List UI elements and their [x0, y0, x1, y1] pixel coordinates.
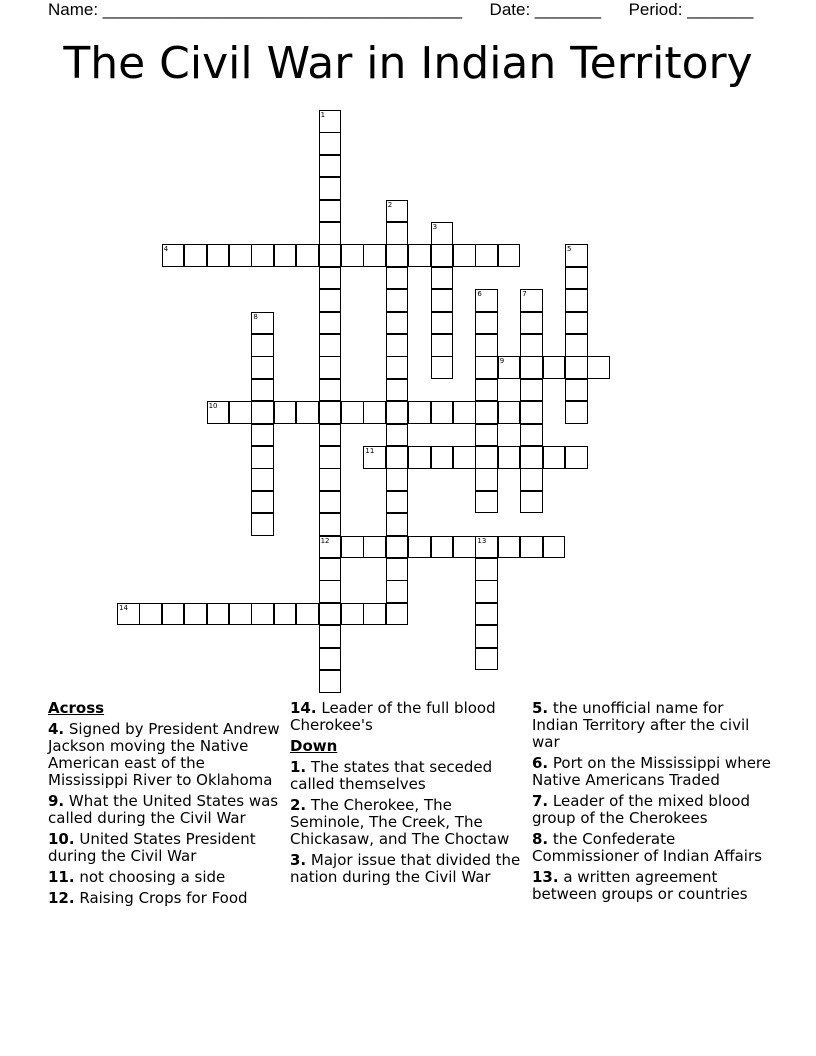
crossword-cell[interactable]	[431, 446, 454, 469]
crossword-cell[interactable]	[520, 491, 543, 514]
crossword-cell[interactable]	[319, 155, 342, 178]
crossword-cell[interactable]	[296, 244, 319, 267]
crossword-cell[interactable]	[520, 424, 543, 447]
crossword-cell[interactable]	[520, 312, 543, 335]
clue-text: Major issue that divided the nation during the Civil War	[290, 851, 521, 886]
clue-text: the unofficial name for Indian Territory after the civil war	[532, 699, 750, 751]
crossword-cell[interactable]	[251, 491, 274, 514]
clue-number-label: 7	[522, 290, 527, 299]
crossword-cell[interactable]	[319, 244, 342, 267]
clue-down-13	[532, 869, 772, 903]
clue-text: The states that seceded called themselves	[290, 758, 493, 793]
crossword-cell[interactable]	[386, 536, 409, 559]
clue-number: 3.	[290, 851, 307, 869]
clue-text: Leader of the full blood Cherokee's	[290, 699, 496, 734]
period-field-label: Period: _______	[628, 0, 754, 19]
crossword-cell[interactable]	[162, 603, 185, 626]
crossword-cell[interactable]	[251, 356, 274, 379]
clue-number: 11.	[48, 868, 75, 886]
crossword-cell[interactable]	[520, 446, 543, 469]
crossword-cell[interactable]	[543, 446, 566, 469]
clues-column-1	[48, 700, 280, 911]
clues-column-2	[290, 700, 522, 890]
crossword-cell[interactable]	[319, 648, 342, 671]
crossword-cell[interactable]	[319, 401, 342, 424]
crossword-cell[interactable]	[319, 289, 342, 312]
crossword-cell[interactable]	[520, 401, 543, 424]
crossword-cell[interactable]	[498, 401, 521, 424]
clue-text: Raising Crops for Food	[74, 889, 248, 907]
clue-text: United States President during the Civil War	[48, 830, 256, 865]
crossword-cell[interactable]	[319, 334, 342, 357]
crossword-cell[interactable]	[475, 491, 498, 514]
clue-number: 5.	[532, 699, 549, 717]
clue-number: 9.	[48, 792, 65, 810]
clue-down-8	[532, 831, 772, 865]
crossword-cell[interactable]	[475, 334, 498, 357]
crossword-cell[interactable]	[431, 289, 454, 312]
crossword-cell[interactable]	[386, 379, 409, 402]
crossword-cell[interactable]	[498, 446, 521, 469]
crossword-cell[interactable]	[251, 468, 274, 491]
crossword-cell[interactable]	[319, 513, 342, 536]
crossword-cell[interactable]	[475, 468, 498, 491]
crossword-cell[interactable]	[296, 401, 319, 424]
crossword-cell[interactable]	[386, 222, 409, 245]
clue-number: 14.	[290, 699, 317, 717]
crossword-cell[interactable]	[251, 603, 274, 626]
crossword-cell[interactable]	[207, 244, 230, 267]
clue-number: 12.	[48, 889, 75, 907]
crossword-cell[interactable]	[319, 424, 342, 447]
crossword-cell[interactable]	[251, 334, 274, 357]
clue-number: 7.	[532, 792, 549, 810]
crossword-cell[interactable]	[565, 356, 588, 379]
crossword-cell[interactable]	[565, 446, 588, 469]
clue-down-3	[290, 852, 522, 886]
crossword-cell[interactable]	[386, 558, 409, 581]
clue-down-7	[532, 793, 772, 827]
crossword-cell[interactable]	[408, 536, 431, 559]
crossword-cell[interactable]	[520, 334, 543, 357]
clue-number-label: 13	[477, 536, 487, 545]
clue-number-label: 1	[320, 111, 326, 119]
clue-text: Signed by President Andrew Jackson moving the Native American east of the Mississippi River to Oklahoma	[48, 720, 280, 789]
crossword-cell[interactable]	[319, 670, 342, 693]
crossword-cell[interactable]	[475, 625, 498, 648]
clue-number-label: 10	[208, 402, 218, 411]
crossword-cell[interactable]	[251, 379, 274, 402]
crossword-cell[interactable]	[386, 312, 409, 335]
crossword-cell[interactable]	[453, 244, 476, 267]
crossword-cell[interactable]	[319, 267, 342, 290]
clue-number-label: 12	[320, 536, 330, 545]
clue-number-label: 14	[119, 603, 128, 612]
crossword-cell[interactable]	[453, 446, 476, 469]
crossword-cell[interactable]	[453, 536, 476, 559]
clue-number-label: 2	[387, 200, 393, 209]
crossword-cell[interactable]	[431, 312, 454, 335]
clue-down-2	[290, 797, 522, 848]
crossword-cell[interactable]	[587, 356, 610, 379]
crossword-cell[interactable]	[565, 267, 588, 290]
crossword-cell[interactable]	[251, 446, 274, 469]
crossword-cell[interactable]	[475, 424, 498, 447]
crossword-cell[interactable]	[296, 603, 319, 626]
crossword-cell[interactable]	[386, 289, 409, 312]
crossword-cell[interactable]	[520, 356, 543, 379]
clue-text: the Confederate Commissioner of Indian Affairs	[532, 830, 762, 865]
clue-number-label: 11	[365, 447, 375, 455]
crossword-cell[interactable]	[207, 603, 230, 626]
clue-text: not choosing a side	[74, 868, 226, 886]
crossword-cell[interactable]	[184, 603, 207, 626]
crossword-cell[interactable]	[543, 356, 566, 379]
crossword-cell[interactable]	[229, 401, 252, 424]
crossword-cell[interactable]	[386, 603, 409, 626]
crossword-cell[interactable]	[431, 334, 454, 357]
crossword-cell[interactable]	[139, 603, 162, 626]
clue-across-4	[48, 721, 280, 789]
crossword-cell[interactable]	[386, 513, 409, 536]
crossword-cell[interactable]	[386, 356, 409, 379]
crossword-cell[interactable]	[251, 513, 274, 536]
crossword-cell[interactable]	[408, 446, 431, 469]
clue-across-11	[48, 869, 280, 886]
clue-down-6	[532, 755, 772, 789]
crossword-cell[interactable]	[475, 648, 498, 671]
clues-column-3	[532, 700, 772, 907]
crossword-cell[interactable]	[386, 446, 409, 469]
clue-number-label: 6	[477, 290, 482, 299]
crossword-cell[interactable]	[431, 267, 454, 290]
clue-number: 13.	[532, 868, 559, 886]
clue-text: The Cherokee, The Seminole, The Creek, The Chickasaw, and The Choctaw	[290, 796, 510, 848]
name-field-label: Name: ______________________________________	[48, 0, 463, 19]
crossword-cell[interactable]	[386, 468, 409, 491]
clue-number: 4.	[48, 720, 65, 738]
clue-number: 1.	[290, 758, 307, 776]
clue-text: a written agreement between groups or countries	[532, 868, 748, 903]
crossword-cell[interactable]	[251, 424, 274, 447]
crossword-cell[interactable]	[431, 244, 454, 267]
crossword-cell[interactable]	[475, 379, 498, 402]
clue-text: Port on the Mississippi where Native Americans Traded	[532, 754, 772, 789]
crossword-cell[interactable]	[453, 401, 476, 424]
clue-number-label: 5	[567, 245, 572, 254]
crossword-cell[interactable]	[386, 424, 409, 447]
crossword-cell[interactable]	[319, 356, 342, 379]
crossword-cell[interactable]	[319, 379, 342, 402]
crossword-cell[interactable]	[319, 132, 342, 155]
crossword-cell[interactable]	[408, 244, 431, 267]
crossword-cell[interactable]	[229, 603, 252, 626]
crossword-cell[interactable]	[475, 312, 498, 335]
crossword-cell[interactable]	[431, 536, 454, 559]
crossword-cell[interactable]	[431, 356, 454, 379]
crossword-cell[interactable]	[274, 401, 297, 424]
clue-number: 8.	[532, 830, 549, 848]
crossword-cell[interactable]	[543, 536, 566, 559]
crossword-cell[interactable]	[229, 244, 252, 267]
crossword-cell[interactable]	[386, 401, 409, 424]
crossword-cell[interactable]	[475, 603, 498, 626]
crossword-cell[interactable]	[363, 244, 386, 267]
crossword-cell[interactable]	[363, 603, 386, 626]
crossword-cell[interactable]	[565, 289, 588, 312]
clue-across-10	[48, 831, 280, 865]
clue-number: 2.	[290, 796, 307, 814]
crossword-cell[interactable]	[565, 379, 588, 402]
crossword-cell[interactable]	[274, 244, 297, 267]
crossword-cell[interactable]	[319, 312, 342, 335]
crossword-cell[interactable]	[565, 312, 588, 335]
clue-number-label: 3	[432, 223, 438, 231]
crossword-cell[interactable]	[475, 244, 498, 267]
crossword-cell[interactable]	[251, 401, 274, 424]
clue-down-1	[290, 759, 522, 793]
down-heading: Down	[290, 737, 338, 755]
crossword-cell[interactable]	[341, 244, 364, 267]
crossword-cell[interactable]	[251, 244, 274, 267]
crossword-cell[interactable]	[319, 580, 342, 603]
crossword-cell[interactable]	[386, 334, 409, 357]
clue-text: What the United States was called during the Civil War	[48, 792, 279, 827]
crossword-cell[interactable]	[319, 200, 342, 223]
crossword-cell[interactable]	[363, 401, 386, 424]
crossword-cell[interactable]	[319, 603, 342, 626]
crossword-cell[interactable]	[520, 468, 543, 491]
clue-across-14	[290, 700, 522, 734]
crossword-cell[interactable]	[475, 446, 498, 469]
date-field-label: Date: _______	[489, 0, 602, 19]
crossword-cell[interactable]	[475, 558, 498, 581]
clue-across-12	[48, 890, 280, 907]
clue-across-9	[48, 793, 280, 827]
crossword-cell[interactable]	[475, 580, 498, 603]
clue-number-label: 9	[499, 357, 505, 366]
crossword-cell[interactable]	[319, 558, 342, 581]
clue-number: 6.	[532, 754, 549, 772]
crossword-cell[interactable]	[386, 580, 409, 603]
crossword-cell[interactable]	[565, 401, 588, 424]
crossword-cell[interactable]	[408, 401, 431, 424]
crossword-cell[interactable]	[319, 468, 342, 491]
crossword-cell[interactable]	[498, 244, 521, 267]
clue-number-label: 4	[163, 245, 169, 254]
clue-number: 10.	[48, 830, 75, 848]
crossword-cell[interactable]	[520, 379, 543, 402]
crossword-cell[interactable]	[386, 267, 409, 290]
clue-text: Leader of the mixed blood group of the Cherokees	[532, 792, 750, 827]
crossword-cell[interactable]	[431, 401, 454, 424]
crossword-cell[interactable]	[319, 491, 342, 514]
crossword-cell[interactable]	[184, 244, 207, 267]
crossword-cell[interactable]	[520, 536, 543, 559]
crossword-cell[interactable]	[341, 401, 364, 424]
crossword-cell[interactable]	[565, 334, 588, 357]
crossword-cell[interactable]	[386, 244, 409, 267]
crossword-cell[interactable]	[475, 356, 498, 379]
crossword-cell[interactable]	[341, 536, 364, 559]
crossword-cell[interactable]	[386, 491, 409, 514]
crossword-cell[interactable]	[319, 222, 342, 245]
crossword-cell[interactable]	[475, 401, 498, 424]
clue-down-5	[532, 700, 772, 751]
crossword-cell[interactable]	[319, 446, 342, 469]
crossword-cell[interactable]	[498, 536, 521, 559]
clue-number-label: 8	[253, 312, 258, 321]
page-title: The Civil War in Indian Territory	[63, 38, 753, 89]
crossword-cell[interactable]	[319, 625, 342, 648]
crossword-cell[interactable]	[341, 603, 364, 626]
crossword-cell[interactable]	[319, 177, 342, 200]
across-heading: Across	[48, 699, 105, 717]
crossword-cell[interactable]	[274, 603, 297, 626]
crossword-cell[interactable]	[363, 536, 386, 559]
